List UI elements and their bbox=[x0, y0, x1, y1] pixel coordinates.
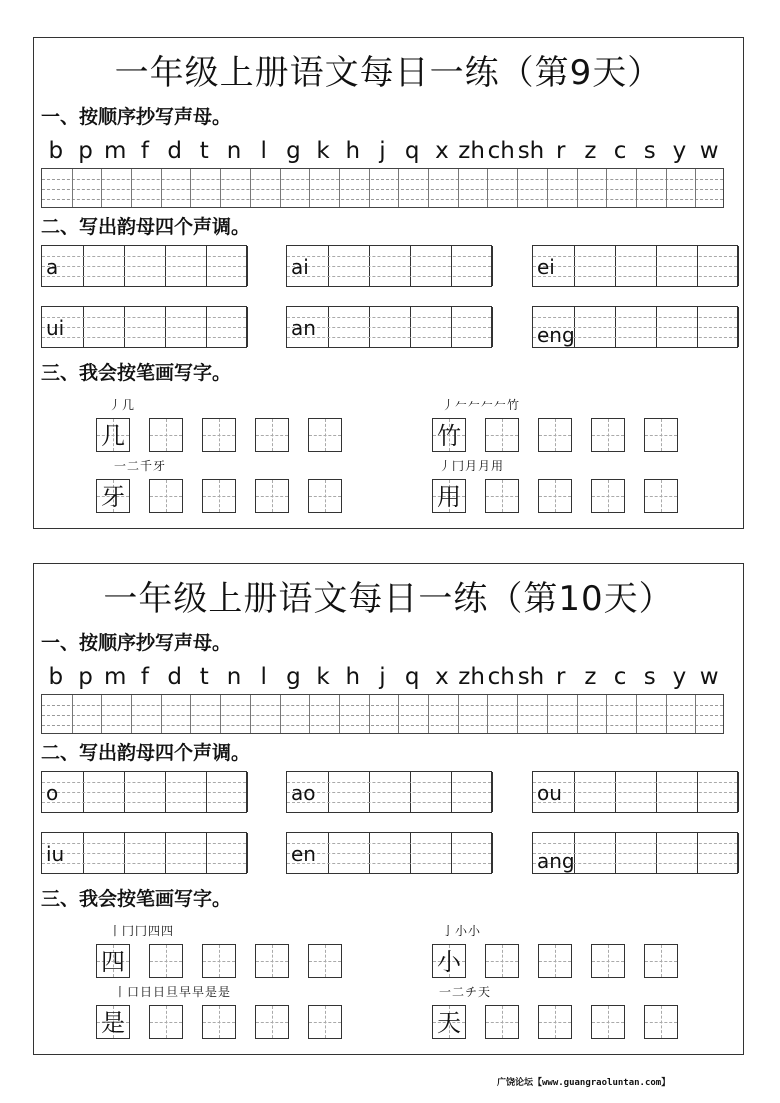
vowel-label: ang bbox=[537, 849, 575, 873]
vowel-tone-row[interactable] bbox=[286, 832, 492, 874]
stroke-order: 一二チ天 bbox=[439, 985, 492, 999]
character-practice-box[interactable] bbox=[149, 1005, 183, 1039]
consonant-letter: zh bbox=[458, 664, 485, 690]
character-model-box bbox=[96, 418, 130, 452]
character-practice-box[interactable] bbox=[591, 944, 625, 978]
character-practice-box[interactable] bbox=[591, 479, 625, 513]
consonant-letter: t bbox=[199, 138, 209, 164]
copy-writing-lines[interactable] bbox=[41, 168, 724, 208]
consonant-letter: ch bbox=[487, 138, 515, 164]
vowel-tone-row[interactable] bbox=[41, 306, 247, 348]
consonant-letter: j bbox=[379, 138, 386, 164]
section3-heading: 三、我会按笔画写字。 bbox=[41, 362, 232, 384]
character-practice-box[interactable] bbox=[644, 944, 678, 978]
character-practice-box[interactable] bbox=[255, 418, 289, 452]
footer-watermark: 广饶论坛【www.guangraoluntan.com】 bbox=[497, 1078, 671, 1088]
vowel-label: ou bbox=[537, 781, 562, 805]
consonant-letter: k bbox=[316, 664, 330, 690]
consonant-letter: b bbox=[48, 664, 64, 690]
consonant-letter: sh bbox=[517, 138, 545, 164]
stroke-order: 丿几 bbox=[109, 398, 136, 412]
character-practice-box[interactable] bbox=[202, 1005, 236, 1039]
stroke-order: 丿𠂉𠂉𠂉𠂉竹 bbox=[442, 398, 521, 412]
character-practice-box[interactable] bbox=[485, 418, 519, 452]
worksheet-title: 一年级上册语文每日一练（第10天） bbox=[103, 579, 674, 619]
character-practice-box[interactable] bbox=[644, 418, 678, 452]
vowel-tone-row[interactable] bbox=[286, 771, 492, 813]
consonant-letter: t bbox=[199, 664, 209, 690]
character-practice-box[interactable] bbox=[538, 479, 572, 513]
consonant-letter: z bbox=[584, 664, 597, 690]
consonant-letter: h bbox=[345, 664, 361, 690]
vowel-tone-row[interactable] bbox=[286, 306, 492, 348]
section2-heading: 二、写出韵母四个声调。 bbox=[41, 742, 251, 764]
character-practice-box[interactable] bbox=[538, 418, 572, 452]
consonant-letters bbox=[41, 662, 724, 692]
vowel-tone-row[interactable] bbox=[41, 245, 247, 287]
character-practice-box[interactable] bbox=[485, 479, 519, 513]
section1-heading: 一、按顺序抄写声母。 bbox=[41, 632, 232, 654]
consonant-letter: r bbox=[555, 138, 566, 164]
consonant-letter: b bbox=[48, 138, 64, 164]
worksheet-day10 bbox=[33, 563, 744, 1055]
model-character: 天 bbox=[437, 1009, 461, 1037]
character-model-box bbox=[96, 944, 130, 978]
character-practice-box[interactable] bbox=[308, 418, 342, 452]
vowel-label: ei bbox=[537, 255, 555, 279]
character-practice-box[interactable] bbox=[149, 418, 183, 452]
vowel-label: o bbox=[46, 781, 59, 805]
character-practice-box[interactable] bbox=[308, 1005, 342, 1039]
consonant-letter: f bbox=[140, 138, 149, 164]
character-practice-box[interactable] bbox=[202, 479, 236, 513]
section3-heading: 三、我会按笔画写字。 bbox=[41, 888, 232, 910]
character-practice-box[interactable] bbox=[255, 479, 289, 513]
consonant-letter: m bbox=[104, 138, 127, 164]
consonant-letter: x bbox=[435, 138, 449, 164]
consonant-letter: k bbox=[316, 138, 330, 164]
character-model-box bbox=[432, 1005, 466, 1039]
character-practice-box[interactable] bbox=[538, 944, 572, 978]
worksheet-day9 bbox=[33, 37, 744, 529]
vowel-label: ao bbox=[291, 781, 316, 805]
vowel-tone-row[interactable] bbox=[532, 306, 738, 348]
model-character: 牙 bbox=[101, 483, 125, 511]
consonant-letter: g bbox=[286, 138, 301, 164]
character-model-box bbox=[96, 1005, 130, 1039]
stroke-order: 一二千牙 bbox=[114, 459, 167, 473]
vowel-tone-row[interactable] bbox=[286, 245, 492, 287]
consonant-letter: q bbox=[404, 664, 420, 690]
character-practice-box[interactable] bbox=[644, 1005, 678, 1039]
consonant-letter: z bbox=[584, 138, 597, 164]
vowel-label: ui bbox=[46, 316, 65, 340]
character-practice-box[interactable] bbox=[485, 944, 519, 978]
consonant-letter: s bbox=[643, 664, 656, 690]
character-model-box bbox=[432, 944, 466, 978]
consonant-letter: n bbox=[226, 138, 242, 164]
character-practice-box[interactable] bbox=[308, 479, 342, 513]
character-practice-box[interactable] bbox=[308, 944, 342, 978]
consonant-letter: ch bbox=[487, 664, 515, 690]
consonant-letter: r bbox=[555, 664, 566, 690]
stroke-order: 丿冂月月用 bbox=[439, 459, 505, 473]
consonant-letter: c bbox=[613, 664, 627, 690]
vowel-label: iu bbox=[46, 842, 65, 866]
consonant-letter: y bbox=[672, 664, 687, 690]
character-practice-box[interactable] bbox=[644, 479, 678, 513]
model-character: 几 bbox=[101, 422, 125, 450]
character-practice-box[interactable] bbox=[255, 1005, 289, 1039]
copy-writing-lines[interactable] bbox=[41, 694, 724, 734]
consonant-letter: x bbox=[435, 664, 449, 690]
worksheet-title: 一年级上册语文每日一练（第9天） bbox=[114, 53, 663, 93]
consonant-letter: l bbox=[260, 664, 267, 690]
consonant-letter: h bbox=[345, 138, 361, 164]
character-practice-box[interactable] bbox=[591, 1005, 625, 1039]
consonant-letter: j bbox=[379, 664, 386, 690]
vowel-label: a bbox=[46, 255, 59, 279]
character-practice-box[interactable] bbox=[202, 944, 236, 978]
model-character: 四 bbox=[101, 948, 125, 976]
character-practice-box[interactable] bbox=[149, 944, 183, 978]
consonant-letter: s bbox=[643, 138, 656, 164]
vowel-label: en bbox=[291, 842, 316, 866]
stroke-order: 丨口日日旦早早是是 bbox=[114, 985, 232, 999]
consonant-letter: sh bbox=[517, 664, 545, 690]
stroke-order: 亅小小 bbox=[442, 924, 482, 938]
vowel-label: ai bbox=[291, 255, 309, 279]
vowel-label: an bbox=[291, 316, 316, 340]
vowel-tone-row[interactable] bbox=[532, 832, 738, 874]
consonant-letter: w bbox=[699, 138, 719, 164]
consonant-letter: l bbox=[260, 138, 267, 164]
section2-heading: 二、写出韵母四个声调。 bbox=[41, 216, 251, 238]
consonant-letter: d bbox=[167, 664, 182, 690]
vowel-tone-row[interactable] bbox=[41, 771, 247, 813]
vowel-tone-row[interactable] bbox=[41, 832, 247, 874]
character-practice-box[interactable] bbox=[149, 479, 183, 513]
consonant-letter: n bbox=[226, 664, 242, 690]
consonant-letter: d bbox=[167, 138, 182, 164]
consonant-letters bbox=[41, 136, 724, 166]
consonant-letter: p bbox=[78, 138, 93, 164]
vowel-tone-row[interactable] bbox=[532, 245, 738, 287]
character-practice-box[interactable] bbox=[202, 418, 236, 452]
section1-heading: 一、按顺序抄写声母。 bbox=[41, 106, 232, 128]
model-character: 小 bbox=[437, 948, 461, 976]
stroke-order: 丨冂冂四四 bbox=[109, 924, 175, 938]
character-model-box bbox=[432, 418, 466, 452]
consonant-letter: w bbox=[699, 664, 719, 690]
consonant-letter: zh bbox=[458, 138, 485, 164]
character-practice-box[interactable] bbox=[538, 1005, 572, 1039]
vowel-label: eng bbox=[537, 323, 575, 347]
character-practice-box[interactable] bbox=[485, 1005, 519, 1039]
consonant-letter: p bbox=[78, 664, 93, 690]
model-character: 竹 bbox=[437, 422, 461, 450]
consonant-letter: m bbox=[104, 664, 127, 690]
consonant-letter: c bbox=[613, 138, 627, 164]
character-model-box bbox=[96, 479, 130, 513]
vowel-tone-row[interactable] bbox=[532, 771, 738, 813]
consonant-letter: q bbox=[404, 138, 420, 164]
model-character: 是 bbox=[101, 1009, 125, 1037]
consonant-letter: y bbox=[672, 138, 687, 164]
consonant-letter: f bbox=[140, 664, 149, 690]
consonant-letter: g bbox=[286, 664, 301, 690]
character-model-box bbox=[432, 479, 466, 513]
character-practice-box[interactable] bbox=[255, 944, 289, 978]
model-character: 用 bbox=[437, 483, 461, 511]
character-practice-box[interactable] bbox=[591, 418, 625, 452]
